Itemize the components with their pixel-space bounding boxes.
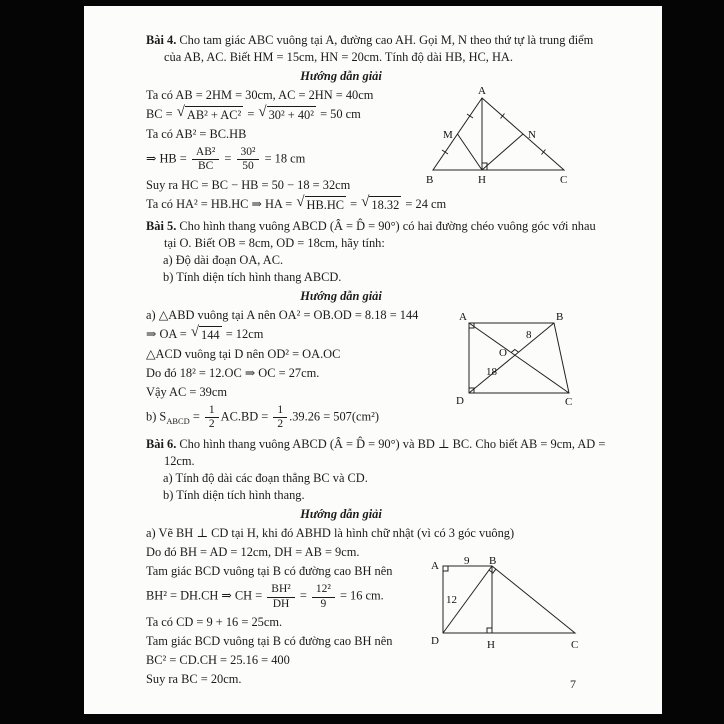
math-line: Ta có AB = 2HM = 30cm, AC = 2HN = 40cm [146,88,374,102]
problem-5-statement [146,218,608,252]
problem-4-label: Bài 4. [146,33,177,47]
problem-4-text: Cho tam giác ABC vuông tại A, đường cao AH. Gọi M, N theo thứ tự là trung điểm của AB, AC. Biết HM = 15cm, HN = 20cm. Tính độ dài HB, HC, HA. [164,33,594,64]
figure-lines [469,323,569,393]
solution-heading-4: Hướng dẫn giải [300,69,382,83]
vertex-label-a: A [478,85,486,97]
segment-label-ad: 12 [446,594,457,606]
problem-6-statement [146,436,608,470]
vertex-label-o: O [499,347,507,359]
math-line: Vậy AC = 39cm [146,384,227,399]
math-line: Ta có CD = 9 + 16 = 25cm. [146,614,283,629]
document-page [84,6,662,714]
problem-6-label: Bài 6. [146,437,177,452]
segment-label-od: 18 [486,366,497,378]
page-number: 7 [570,677,576,691]
tick-mark [467,114,473,118]
math-line: a) Vẽ BH ⊥ CD tại H, khi đó ABHD là hình chữ nhật (vì có 3 góc vuông) [146,526,515,541]
segment-label-ob: 8 [526,329,532,341]
solution-heading-6: Hướng dẫn giải [300,507,382,522]
vertex-label-c: C [565,396,573,408]
problem-4-statement [146,32,608,66]
segment-label-ab: 9 [464,556,470,567]
math-line: ⇒ OA = √ 144 = 12cm [146,323,264,342]
math-line: Ta có AB² = BC.HB [146,127,247,142]
math-line: a) △ABD vuông tại A nên OA² = OB.OD = 8.18 = 144 [146,307,419,322]
problem-6-text: Cho hình thang vuông ABCD (Â = D̂ = 90°) và BD ⊥ BC. Cho biết AB = 9cm, AD = 12cm. [164,437,606,469]
right-angle-mark-a [443,566,448,571]
vertex-label-a: A [459,311,467,323]
vertex-label-d: D [431,635,439,647]
math-line: Ta có HA² = HB.HC ⇒ HA = √ HB.HC = √ 18.32 = 24 cm [146,193,447,212]
vertex-label-h: H [478,174,486,186]
vertex-label-d: D [456,395,464,407]
vertex-label-c: C [571,639,579,651]
problem-6-item-b: b) Tính diện tích hình thang. [163,488,305,503]
math-line: BC² = CD.CH = 25.16 = 400 [146,652,290,667]
right-angle-mark-h [487,628,492,633]
figure-lines [443,566,575,633]
math-line: Do đó BH = AD = 12cm, DH = AB = 9cm. [146,545,360,560]
math-line: Suy ra HC = BC − HB = 50 − 18 = 32cm [146,177,351,192]
problem-5-item-b: b) Tính diện tích hình thang ABCD. [163,269,342,284]
problem-5-item-a: a) Độ dài đoạn OA, AC. [163,252,284,267]
vertex-label-h: H [487,639,495,651]
math-line: Tam giác BCD vuông tại B có đường cao BH nên [146,633,393,648]
vertex-label-a: A [431,560,439,572]
problem-5-label: Bài 5. [146,218,177,233]
vertex-label-b: B [426,174,434,186]
problem-5-text: Cho hình thang vuông ABCD (Â = D̂ = 90°) có hai đường chéo vuông góc với nhau tại O. Biết OB = 8cm, OD = 18cm, hãy tính: [164,218,596,250]
math-line: BC = √ AB² + AC² = √ 30² + 40² = 50 cm [146,104,361,123]
vertex-label-b: B [556,311,564,323]
figure-triangle-abc-altitude [416,82,586,190]
math-line: Do đó 18² = 12.OC ⇒ OC = 27cm. [146,365,320,380]
vertex-label-b: B [489,556,497,567]
math-line: ⇒ HB = $\frac{\text{AB²}}{BC}$ = $\frac{\text{30²}}{50}$ = 18 cm [146,146,306,173]
vertex-label-c: C [560,174,568,186]
problem-6-item-a: a) Tính độ dài các đoạn thẳng BC và CD. [163,471,368,486]
solution-heading-5: Hướng dẫn giải [300,288,382,303]
figure-trapezoid-abcd-diagonals [444,306,584,411]
vertex-label-m: M [443,129,453,141]
math-line: △ACD vuông tại D nên OD² = OA.OC [146,346,341,361]
tick-mark [442,150,448,154]
math-line: b) $S_{ABCD}$ = $\frac{1}{2}$ AC.BD = $\frac{1}{2}$ .39.26 = 507(cm²) [146,403,379,431]
math-line: Tam giác BCD vuông tại B có đường cao BH nên [146,564,393,579]
math-line: BH² = DH.CH ⇒ CH = $\frac{\text{BH²}}{DH}$ = $\frac{\text{12²}}{9}$ = 16 cm. [146,583,384,610]
vertex-label-n: N [528,129,536,141]
right-angle-mark-o [511,350,518,353]
math-line: Suy ra BC = 20cm. [146,671,242,686]
figure-trapezoid-abcd-height [425,556,590,656]
